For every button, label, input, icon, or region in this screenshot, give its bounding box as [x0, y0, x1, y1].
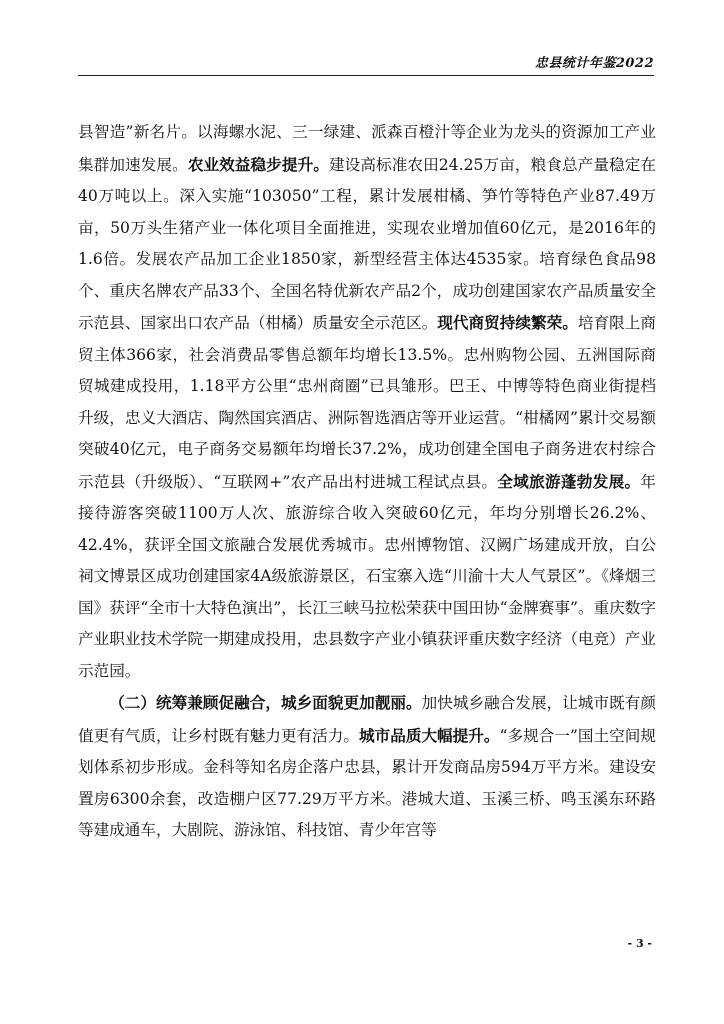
text-run: 县智造”新名片。以海螺水泥、三一绿建、派森百橙汁等企业为龙头的资源加工产业集群加速发展。	[78, 123, 656, 174]
text-run: 年接待游客突破1100万人次、旅游综合收入突破60亿元，年均分别增长26.2%、42.4%，获评全国文旅融合发展优秀城市。忠州博物馆、汉阙广场建成开放，白公祠文博景区成功创建国家4A级旅游景区，石宝寨入选“川渝十大人气景区”。《烽烟三国》获评“全市十大特色演出”，长江三峡马拉松荣获中国田协“金牌赛事”。重庆数字产业职业技术学院一期建成投用，忠县数字产业小镇获评重庆数字经济（电竞）产业示范园。	[78, 472, 656, 680]
body-text	[78, 117, 656, 847]
text-run: 培育限上商贸主体366家，社会消费品零售总额年均增长13.5%。忠州购物公园、五洲国际商贸城建成投用，1.18平方公里“忠州商圈”已具雏形。巴王、中博等特色商业街提档升级，忠义大酒店、陶然国宾酒店、洲际智选酒店等开业运营。“柑橘网”累计交易额突破40亿元，电子商务交易额年均增长37.2%，成功创建全国电子商务进农村综合示范县（升级版）、“互联网+”农产品出村进城工程试点县。	[78, 314, 656, 491]
text-run: “多规合一”国土空间规划体系初步形成。金科等知名房企落户忠县，累计开发商品房594万平方米。建设安置房6300余套，改造棚户区77.29万平方米。港城大道、玉溪三桥、鸣玉溪东环路等建成通车，大剧院、游泳馆、科技馆、青少年宫等	[78, 726, 656, 839]
text-run: 建设高标准农田24.25万亩，粮食总产量稳定在40万吨以上。深入实施“103050”工程，累计发展柑橘、笋竹等特色产业87.49万亩，50万头生猪产业一体化项目全面推进，实现农业增加值60亿元，是2016年的1.6倍。发展农产品加工企业1850家，新型经营主体达4535家。培育绿色食品98个、重庆名牌农产品33个、全国名特优新农产品2个，成功创建国家农产品质量安全示范县、国家出口农产品（柑橘）质量安全示范区。	[78, 155, 656, 332]
paragraph	[78, 687, 656, 847]
bold-heading: 城市品质大幅提升。	[359, 725, 500, 745]
running-header-title: 忠县统计年鉴2022	[534, 56, 654, 71]
bold-heading: 全域旅游蓬勃发展。	[497, 471, 641, 491]
paragraph	[78, 117, 656, 687]
header-divider	[78, 75, 654, 76]
bold-heading: 农业效益稳步提升。	[187, 154, 329, 174]
bold-heading: 现代商贸持续繁荣。	[437, 313, 578, 332]
text-run: 加快城乡融合发展，让城市既有颜值更有气质，让乡村既有魅力更有活力。	[78, 694, 656, 745]
page-number: - 3 -	[627, 937, 652, 950]
section-heading: （二）统筹兼顾促融合，城乡面貌更加靓丽。	[109, 693, 422, 712]
